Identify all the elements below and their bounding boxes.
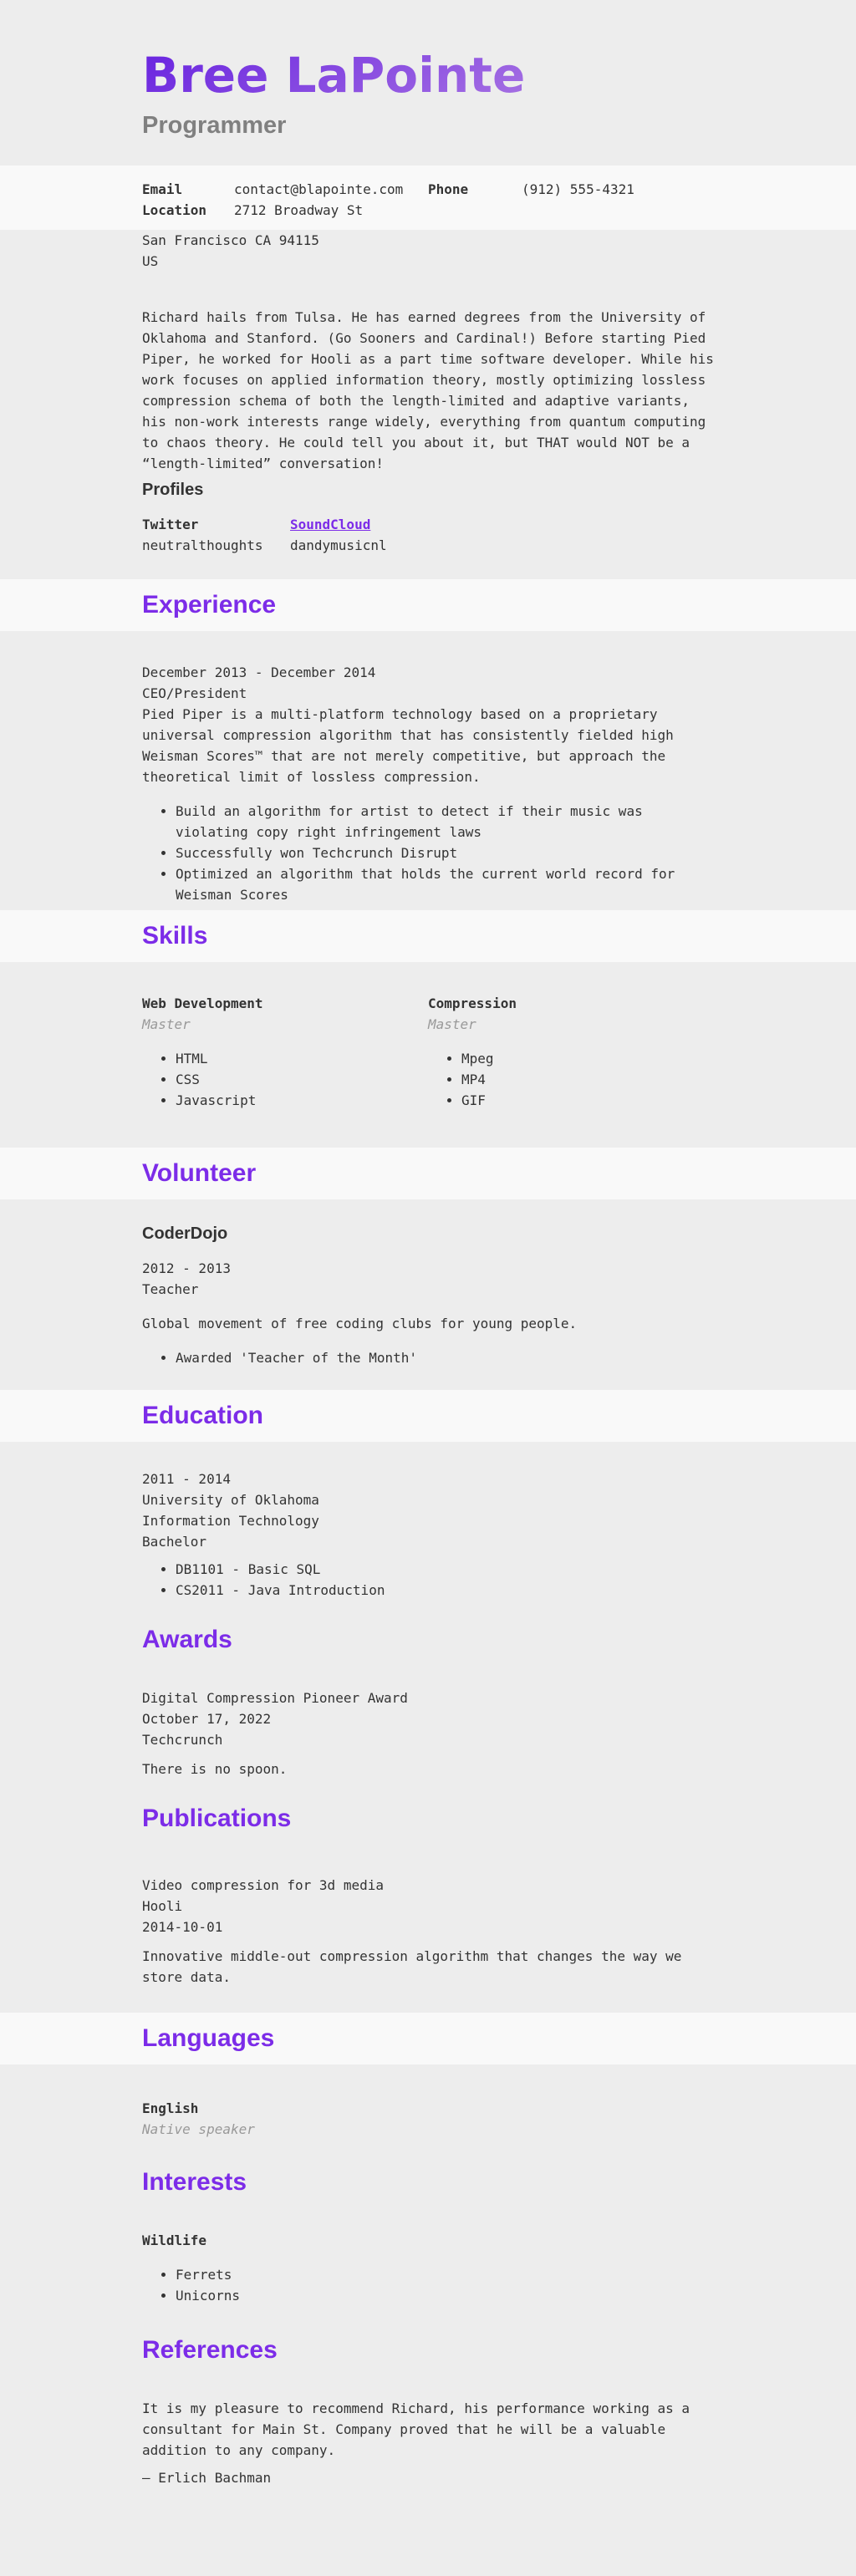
education-institution: University of Oklahoma bbox=[142, 1492, 319, 1508]
skill-keywords bbox=[428, 1048, 714, 1111]
experience-role: CEO/President bbox=[142, 685, 247, 701]
publication-name: Video compression for 3d media bbox=[142, 1877, 384, 1893]
award-title: Digital Compression Pioneer Award bbox=[142, 1690, 408, 1706]
tail-inner bbox=[142, 2098, 714, 2488]
masthead-inner bbox=[142, 47, 714, 140]
education-heading-band bbox=[0, 1390, 856, 1442]
skills-inner bbox=[142, 993, 714, 1111]
awards-heading: Awards bbox=[142, 1626, 232, 1653]
skills-heading: Skills bbox=[142, 922, 208, 949]
experience-highlight: • Optimized an algorithm that holds the current world record for Weisman Scores bbox=[176, 863, 714, 905]
education-heading: Education bbox=[142, 1402, 264, 1429]
about-section bbox=[0, 230, 856, 579]
phone-value: (912) 555-4321 bbox=[522, 181, 634, 197]
skill-level: Master bbox=[142, 1016, 191, 1032]
contact-inner bbox=[142, 179, 714, 221]
references-heading: References bbox=[142, 2336, 278, 2364]
volunteer-highlight: • Awarded 'Teacher of the Month' bbox=[176, 1347, 714, 1368]
email-label: Email bbox=[142, 181, 183, 197]
skills-heading-band bbox=[0, 910, 856, 962]
person-name: Bree LaPointe bbox=[142, 47, 526, 104]
language-fluency: Native speaker bbox=[142, 2121, 255, 2137]
reference-attribution: — Erlich Bachman bbox=[142, 2470, 272, 2486]
reference-quote: It is my pleasure to recommend Richard, his performance working as a consultant for Main St. Company proved that he will be a valuable addition to any company. bbox=[142, 2400, 690, 2458]
volunteer-section bbox=[0, 1199, 856, 1390]
location-label: Location bbox=[142, 202, 207, 218]
skill-name: Web Development bbox=[142, 995, 263, 1011]
profiles-grid bbox=[142, 514, 714, 556]
education-course: • DB1101 - Basic SQL bbox=[176, 1559, 714, 1580]
experience-heading-band bbox=[0, 579, 856, 631]
interest-name: Wildlife bbox=[142, 2232, 207, 2248]
languages-heading-band bbox=[0, 2013, 856, 2064]
volunteer-heading: Volunteer bbox=[142, 1159, 257, 1187]
skill-keyword: • HTML bbox=[176, 1048, 428, 1069]
skill-keywords bbox=[142, 1048, 428, 1111]
experience-highlight: • Successfully won Techcrunch Disrupt bbox=[176, 843, 714, 863]
skill-level: Master bbox=[428, 1016, 476, 1032]
profile-twitter-username: neutralthoughts bbox=[142, 537, 263, 553]
interest-keywords bbox=[142, 2264, 714, 2306]
skill-keyword: • GIF bbox=[461, 1090, 714, 1111]
skill-name: Compression bbox=[428, 995, 517, 1011]
publications-heading: Publications bbox=[142, 1805, 292, 1832]
skills-grid bbox=[142, 993, 714, 1111]
experience-inner bbox=[142, 662, 714, 905]
education-course: • CS2011 - Java Introduction bbox=[176, 1580, 714, 1601]
interests-heading: Interests bbox=[142, 2168, 247, 2196]
skill-group-web-development bbox=[142, 993, 428, 1111]
experience-section bbox=[0, 631, 856, 910]
volunteer-summary: Global movement of free coding clubs for young people. bbox=[142, 1316, 578, 1331]
volunteer-dates: 2012 - 2013 bbox=[142, 1260, 231, 1276]
award-date: October 17, 2022 bbox=[142, 1711, 272, 1727]
country-line: US bbox=[142, 253, 159, 269]
skill-keyword: • Mpeg bbox=[461, 1048, 714, 1069]
language-name: English bbox=[142, 2100, 199, 2116]
experience-highlights bbox=[142, 801, 714, 905]
contact-grid bbox=[142, 179, 714, 221]
publication-publisher: Hooli bbox=[142, 1898, 183, 1914]
skills-section bbox=[0, 962, 856, 1148]
masthead-section bbox=[0, 0, 856, 165]
volunteer-inner bbox=[142, 1223, 714, 1368]
education-dates: 2011 - 2014 bbox=[142, 1471, 231, 1487]
profile-twitter-network: Twitter bbox=[142, 517, 199, 532]
volunteer-role: Teacher bbox=[142, 1281, 199, 1297]
languages-section bbox=[0, 2064, 856, 2570]
volunteer-heading-band bbox=[0, 1148, 856, 1199]
education-degree: Bachelor bbox=[142, 1534, 207, 1550]
publication-date: 2014-10-01 bbox=[142, 1919, 223, 1935]
experience-summary: Pied Piper is a multi-platform technology based on a proprietary universal compression algorithm that has consistently fielded high Weisman Scores™ that are not merely competitive, but approach the theoretical limit of lossless compression. bbox=[142, 706, 674, 785]
award-awarder: Techcrunch bbox=[142, 1732, 223, 1748]
about-summary: Richard hails from Tulsa. He has earned degrees from the University of Oklahoma and Stanford. (Go Sooners and Cardinal!) Before starting Pied Piper, he worked for Hooli as a part time software developer. While his work focuses on applied information theory, mostly optimizing lossless compression schema of both the length-limited and adaptive variants, his non-work interests range widely, everything from quantum computing to chaos theory. He could tell you about it, but THAT would NOT be a “length-limited” conversation! bbox=[142, 309, 714, 471]
award-summary: There is no spoon. bbox=[142, 1761, 288, 1777]
experience-dates: December 2013 - December 2014 bbox=[142, 664, 376, 680]
skill-group-compression bbox=[428, 993, 714, 1111]
volunteer-organization: CoderDojo bbox=[142, 1224, 228, 1243]
profile-twitter bbox=[142, 514, 290, 556]
person-title: Programmer bbox=[142, 112, 287, 139]
education-area: Information Technology bbox=[142, 1513, 319, 1529]
interest-keyword: • Unicorns bbox=[176, 2285, 714, 2306]
address-line: 2712 Broadway St bbox=[234, 202, 364, 218]
experience-highlight: • Build an algorithm for artist to detect if their music was violating copy right infringement laws bbox=[176, 801, 714, 843]
education-courses bbox=[142, 1559, 714, 1601]
contact-section bbox=[0, 165, 856, 230]
interest-keyword: • Ferrets bbox=[176, 2264, 714, 2285]
skill-keyword: • Javascript bbox=[176, 1090, 428, 1111]
experience-heading: Experience bbox=[142, 591, 277, 619]
publication-entry bbox=[142, 1875, 714, 1988]
profile-soundcloud bbox=[290, 514, 714, 556]
education-section bbox=[0, 1442, 856, 2013]
profiles-heading: Profiles bbox=[142, 481, 204, 499]
phone-label: Phone bbox=[428, 181, 469, 197]
education-inner bbox=[142, 1469, 714, 1988]
profile-soundcloud-link[interactable]: SoundCloud bbox=[290, 517, 371, 532]
skill-keyword: • MP4 bbox=[461, 1069, 714, 1090]
profile-soundcloud-username: dandymusicnl bbox=[290, 537, 387, 553]
email-value: contact@blapointe.com bbox=[234, 181, 404, 197]
city-line: San Francisco CA 94115 bbox=[142, 232, 319, 248]
award-entry bbox=[142, 1688, 714, 1779]
languages-heading: Languages bbox=[142, 2024, 275, 2052]
volunteer-highlights bbox=[142, 1347, 714, 1368]
about-inner bbox=[142, 230, 714, 556]
skill-keyword: • CSS bbox=[176, 1069, 428, 1090]
publication-summary: Innovative middle-out compression algorithm that changes the way we store data. bbox=[142, 1948, 682, 1985]
